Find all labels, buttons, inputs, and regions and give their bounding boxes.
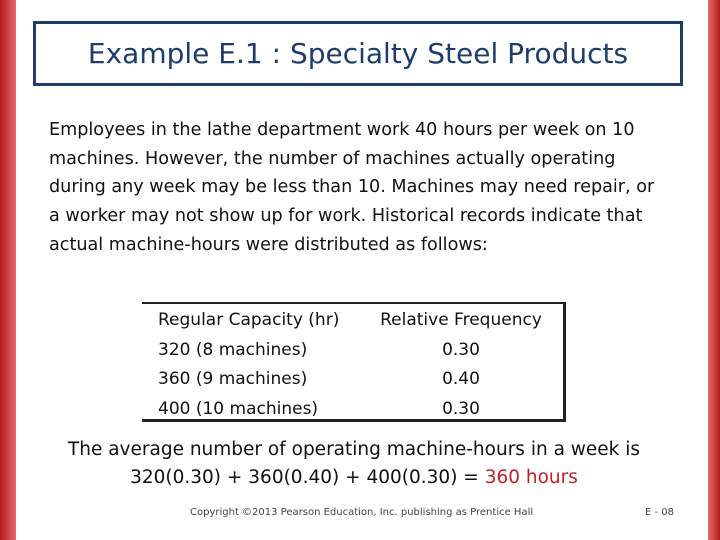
title-box <box>33 21 683 86</box>
copyright-footer: Copyright ©2013 Pearson Education, Inc. publishing as Prentice Hall <box>190 507 534 518</box>
intro-paragraph: Employees in the lathe department work 40 hours per week on 10 machines. However, the number of machines actually operating during any week may be less than 10. Machines may need repair, or a worker may not show up for work. Historical records indicate that actual machine-hours were distributed as follows: <box>49 120 655 255</box>
summary-text <box>24 436 684 492</box>
summary-line-1: The average number of operating machine-hours in a week is <box>67 439 641 460</box>
table-header-capacity: Regular Capacity (hr) <box>158 310 340 330</box>
table-cell: 400 (10 machines) <box>158 398 319 419</box>
table-cell: 0.30 <box>442 398 480 419</box>
table-cell: 360 (9 machines) <box>158 369 308 389</box>
table-header-frequency: Relative Frequency <box>380 310 542 330</box>
summary-formula: 320(0.30) + 360(0.40) + 400(0.30) = <box>130 467 479 488</box>
summary-line-2 <box>24 464 684 492</box>
left-accent-bar <box>0 0 16 540</box>
table-column-capacity <box>158 306 339 424</box>
summary-result: 360 hours <box>484 467 578 488</box>
table-column-frequency <box>377 306 545 424</box>
right-accent-bar <box>708 0 720 540</box>
table-cell: 0.30 <box>442 339 480 360</box>
page-number: E - 08 <box>645 507 675 518</box>
table-cell: 0.40 <box>442 369 480 389</box>
table-cell: 320 (8 machines) <box>158 339 308 360</box>
slide-title: Example E.1 : Specialty Steel Products <box>87 37 629 70</box>
